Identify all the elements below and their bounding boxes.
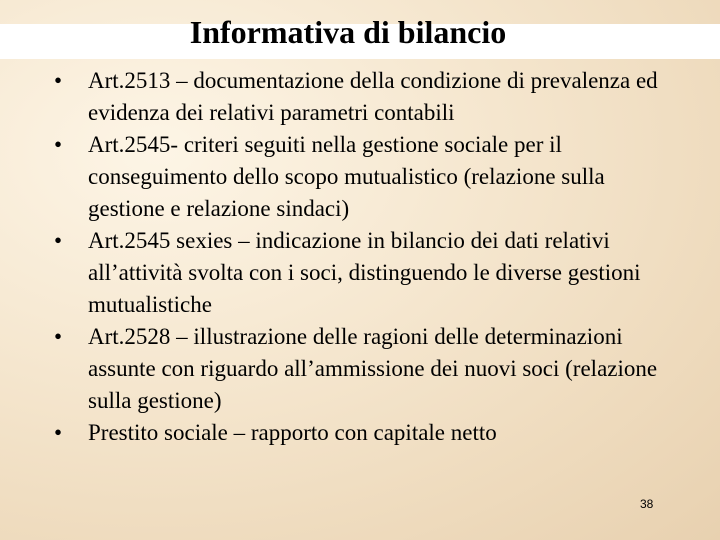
bullet-text: Art.2545- criteri seguiti nella gestione sociale per il conseguimento dello scopo mutualistico (relazione sulla gestione e relazione sindaci) — [88, 132, 605, 221]
bullet-item-prestito-sociale — [50, 417, 675, 449]
bullet-text: Prestito sociale – rapporto con capitale netto — [88, 420, 497, 445]
bullet-text: Art.2513 – documentazione della condizione di prevalenza ed evidenza dei relativi parametri contabili — [88, 68, 658, 125]
bullet-dot-icon: • — [54, 228, 63, 253]
bullet-item-art-2513 — [50, 65, 675, 129]
bullet-text: Art.2528 – illustrazione delle ragioni delle determinazioni assunte con riguardo all’ammissione dei nuovi soci (relazione sulla gestione) — [88, 324, 658, 413]
bullet-item-art-2545-sexies — [50, 225, 675, 321]
bullet-list — [50, 65, 675, 449]
bullet-dot-icon: • — [54, 68, 63, 93]
bullet-dot-icon: • — [54, 420, 63, 445]
bullet-item-art-2545 — [50, 129, 675, 225]
bullet-item-art-2528 — [50, 321, 675, 417]
bullet-dot-icon: • — [54, 324, 63, 349]
bullet-dot-icon: • — [54, 132, 63, 157]
bullet-text: Art.2545 sexies – indicazione in bilancio dei dati relativi all’attività svolta con i soci, distinguendo le diverse gestioni mutualistiche — [88, 228, 641, 317]
page-number: 38 — [640, 497, 654, 511]
slide-title: Informativa di bilancio — [189, 14, 507, 50]
